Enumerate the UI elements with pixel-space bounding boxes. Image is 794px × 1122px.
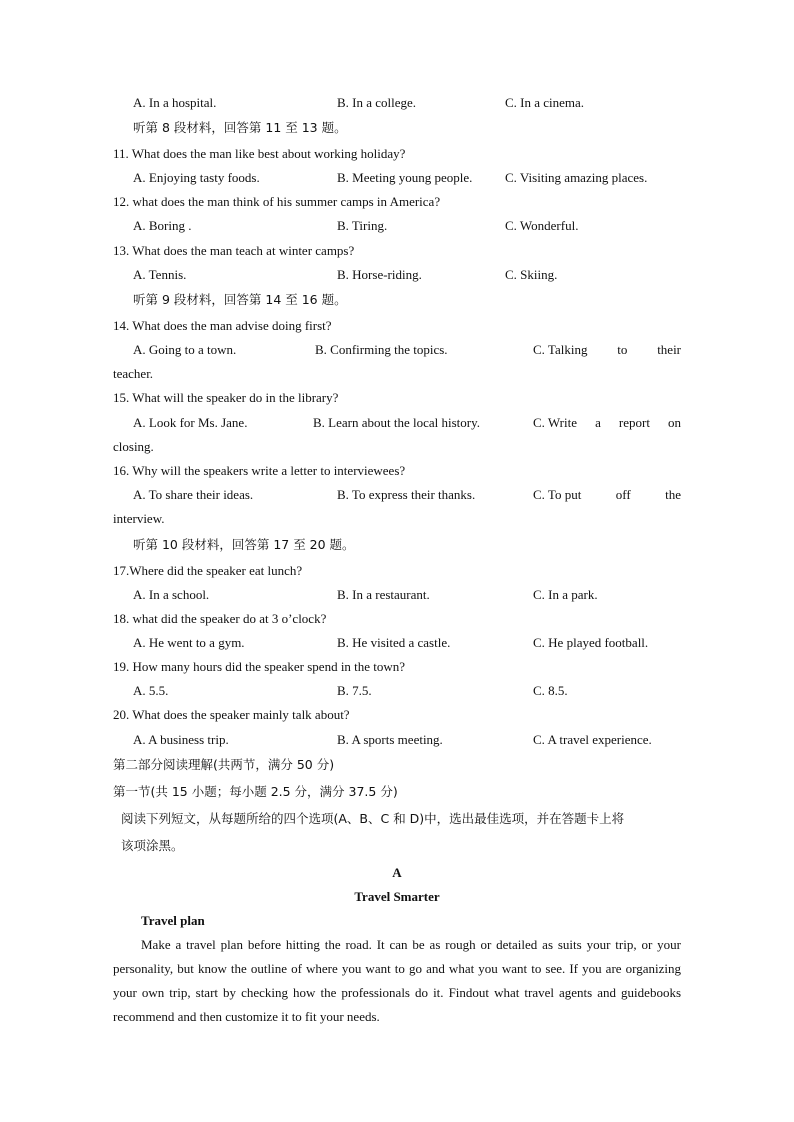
option-c: C. Skiing. <box>505 267 558 282</box>
option-b: B. Confirming the topics. <box>315 342 448 357</box>
option-a: A. Look for Ms. Jane. <box>133 415 248 430</box>
option-c: C. A travel experience. <box>533 732 652 747</box>
option-c: C. In a cinema. <box>505 95 585 110</box>
option-b: B. To express their thanks. <box>337 487 476 502</box>
question-stem-14: 14. What does the man advise doing first? <box>113 318 332 333</box>
question-stem-17: 17.Where did the speaker eat lunch? <box>113 563 303 578</box>
option-a: A. Tennis. <box>133 267 187 282</box>
question-stem-18: 18. what did the speaker do at 3 o’clock? <box>113 611 327 626</box>
option-c-word: report <box>618 415 650 430</box>
question-stem-20: 20. What does the speaker mainly talk about? <box>113 707 350 722</box>
option-a: A. Boring . <box>133 218 192 233</box>
option-b: B. Tiring. <box>337 218 388 233</box>
passage-paragraph: Make a travel plan before hitting the road. It can be as rough or detailed as suits your trip, or your personality, but know the outline of where you want to go and what you want to see. If you are organizing your own trip, start by checking how the professionals do it. Findout what travel agents and guidebooks recommend and then customize it to fit your needs. <box>113 937 681 1024</box>
option-c <box>533 415 681 431</box>
option-a: A. A business trip. <box>133 732 229 747</box>
option-a: A. In a hospital. <box>133 95 217 110</box>
section-header-9: 听第 9 段材料，回答第 14 至 16 题。 <box>133 292 347 307</box>
option-c-word: their <box>657 342 682 357</box>
option-b: B. In a restaurant. <box>337 587 430 602</box>
option-b: B. 7.5. <box>337 683 372 698</box>
option-a: A. To share their ideas. <box>133 487 254 502</box>
instructions-line-1: 阅读下列短文，从每题所给的四个选项(A、B、C 和 D)中，选出最佳选项，并在答题卡上将 <box>121 811 625 826</box>
passage-title: Travel Smarter <box>354 889 440 904</box>
option-b: B. Learn about the local history. <box>313 415 481 430</box>
option-c-word: off <box>615 487 631 502</box>
passage-letter: A <box>392 865 402 880</box>
question-stem-19: 19. How many hours did the speaker spend in the town? <box>113 659 406 674</box>
option-c-word: a <box>595 415 601 430</box>
section-header-8: 听第 8 段材料，回答第 11 至 13 题。 <box>133 120 347 135</box>
option-c <box>533 342 681 358</box>
option-b: B. Horse-riding. <box>337 267 422 282</box>
section-header-10: 听第 10 段材料，回答第 17 至 20 题。 <box>133 537 355 552</box>
option-b: B. A sports meeting. <box>337 732 443 747</box>
option-b: B. Meeting young people. <box>337 170 473 185</box>
question-stem-11: 11. What does the man like best about working holiday? <box>113 146 406 161</box>
option-c-continuation: teacher. <box>113 366 154 381</box>
question-stem-12: 12. what does the man think of his summer camps in America? <box>113 194 441 209</box>
option-c-word: the <box>665 487 682 502</box>
option-c: C. Wonderful. <box>505 218 579 233</box>
option-c-continuation: closing. <box>113 439 154 454</box>
option-b: B. In a college. <box>337 95 417 110</box>
question-stem-16: 16. Why will the speakers write a letter to interviewees? <box>113 463 406 478</box>
option-c: C. 8.5. <box>533 683 568 698</box>
option-a: A. Going to a town. <box>133 342 237 357</box>
option-a: A. He went to a gym. <box>133 635 245 650</box>
instructions-line-2: 该项涂黑。 <box>121 838 184 853</box>
section-title: 第一节(共 15 小题；每小题 2.5 分，满分 37.5 分) <box>113 784 398 799</box>
part-title: 第二部分阅读理解(共两节，满分 50 分) <box>113 757 335 772</box>
question-stem-15: 15. What will the speaker do in the library? <box>113 390 339 405</box>
question-stem-13: 13. What does the man teach at winter camps? <box>113 243 355 258</box>
option-c-word: to <box>617 342 628 357</box>
option-c: C. He played football. <box>533 635 649 650</box>
option-c-continuation: interview. <box>113 511 165 526</box>
option-c-word: on <box>668 415 682 430</box>
option-c-word: C. To put <box>533 487 582 502</box>
option-c-word: C. Talking <box>533 342 588 357</box>
option-c: C. In a park. <box>533 587 598 602</box>
option-a: A. In a school. <box>133 587 210 602</box>
option-c-word: C. Write <box>533 415 578 430</box>
option-c <box>533 487 681 503</box>
option-c: C. Visiting amazing places. <box>505 170 648 185</box>
option-b: B. He visited a castle. <box>337 635 451 650</box>
option-a: A. 5.5. <box>133 683 169 698</box>
subheading: Travel plan <box>141 913 205 928</box>
option-a: A. Enjoying tasty foods. <box>133 170 260 185</box>
